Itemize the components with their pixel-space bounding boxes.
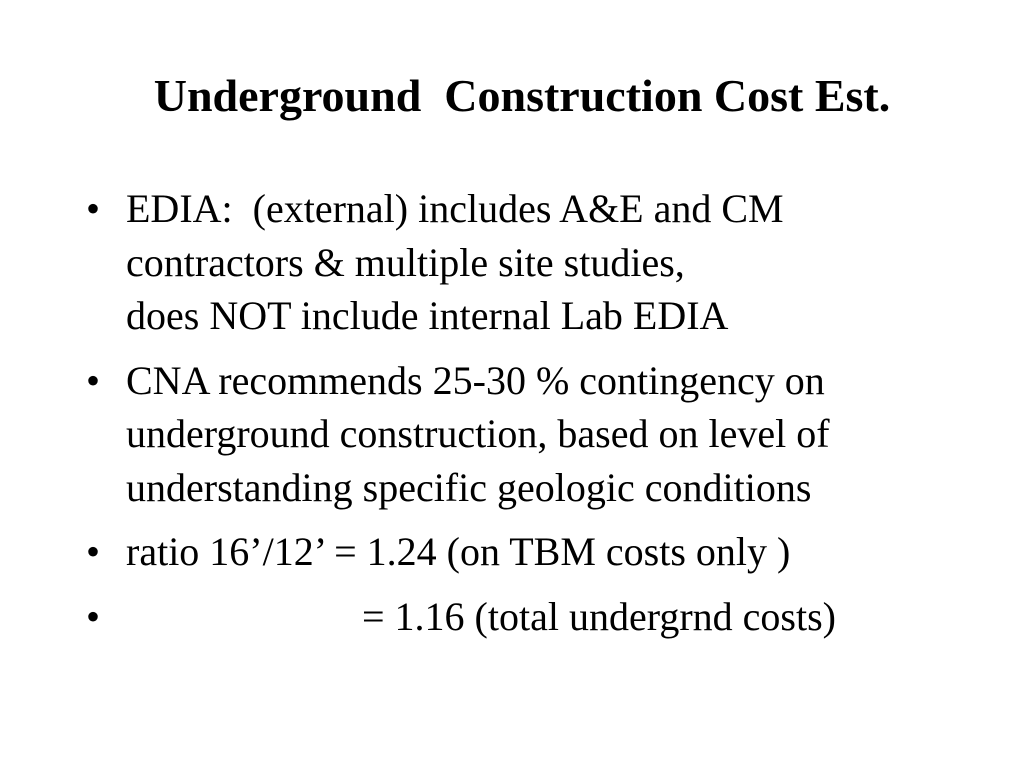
bullet-marker: • [86, 529, 101, 574]
bullet-item-cna-contingency [86, 354, 966, 515]
bullet-line: underground construction, based on level of [126, 411, 830, 456]
bullet-line: ratio 16’/12’ = 1.24 (on TBM costs only ) [126, 529, 791, 574]
bullet-line: = 1.16 (total undergrnd costs) [362, 593, 836, 639]
bullet-item-ratio-total [86, 590, 966, 644]
bullet-line: does NOT include internal Lab EDIA [126, 293, 729, 338]
bullet-list [86, 182, 966, 654]
bullet-marker: • [86, 593, 101, 639]
slide-title: Underground Construction Cost Est. [153, 70, 891, 121]
bullet-marker: • [86, 357, 101, 403]
bullet-marker: • [86, 186, 101, 231]
bullet-item-ratio-tbm [86, 525, 966, 579]
bullet-line: CNA recommends 25-30 % contingency on [126, 357, 825, 403]
bullet-item-edia [86, 182, 966, 343]
bullet-line: understanding specific geologic conditions [126, 464, 812, 510]
bullet-line: contractors & multiple site studies, [126, 239, 685, 285]
bullet-line: EDIA: (external) includes A&E and CM [126, 186, 784, 231]
